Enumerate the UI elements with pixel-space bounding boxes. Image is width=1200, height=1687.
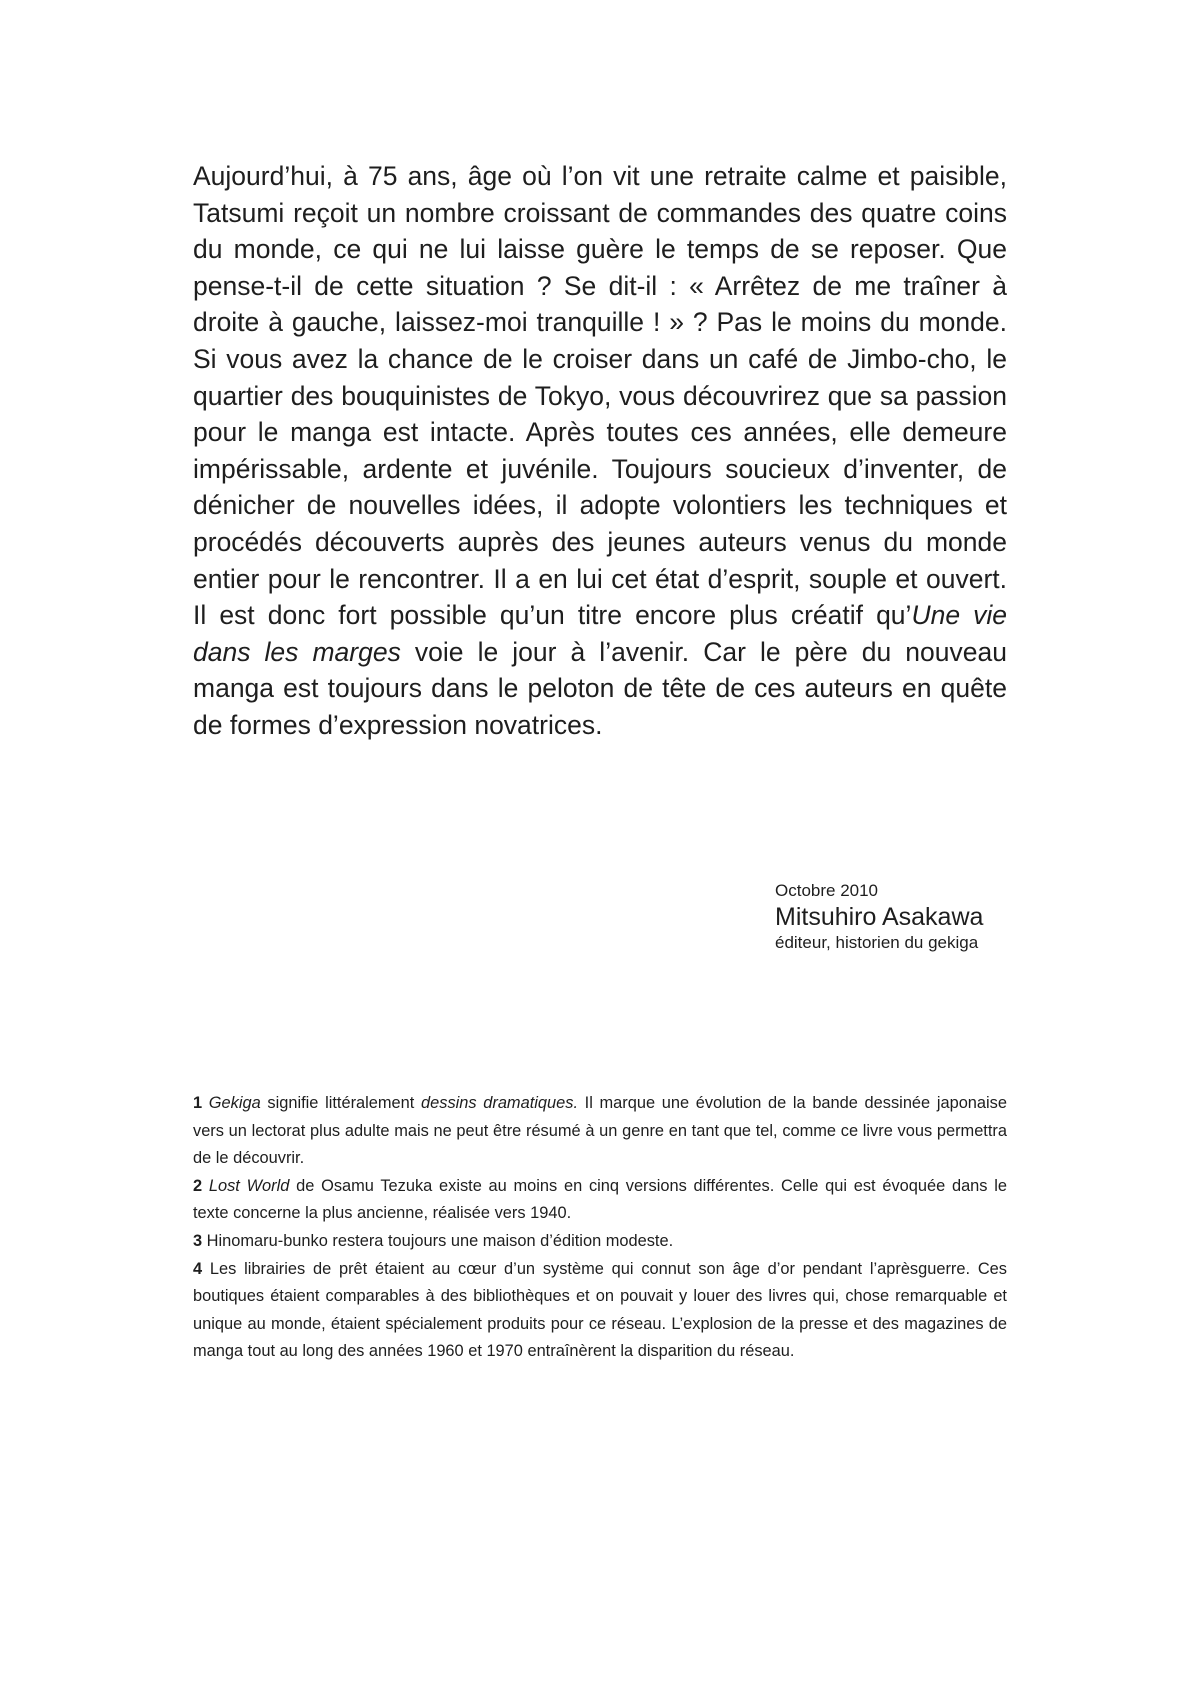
footnote-text: signifie littéralement bbox=[260, 1094, 422, 1112]
footnote-3 bbox=[193, 1228, 1007, 1256]
footnote-text: Les librairies de prêt étaient au cœur d’un système qui connut son âge d’or pendant l’aprèsguerre. Ces boutiques étaient comparables à des bibliothèques et on pouvait y louer des livres qui, chose remarquable et unique au monde, étaient spécialement produits pour ce réseau. L’explosion de la presse et des magazines de manga tout au long des années 1960 et 1970 entraînèrent la disparition du réseau. bbox=[193, 1259, 1007, 1361]
footnote-term: Lost World bbox=[208, 1176, 290, 1195]
book-title: Une vie dans les marges bbox=[193, 600, 1007, 667]
footnote-number: 1 bbox=[193, 1094, 203, 1112]
main-paragraph bbox=[193, 158, 1007, 744]
footnote-4 bbox=[193, 1256, 1007, 1366]
footnote-1 bbox=[193, 1090, 1007, 1173]
main-text-part-2: voie le jour à l’avenir. Car le père du nouveau manga est toujours dans le peloton de tête de ces auteurs en quête de formes d’expression novatrices. bbox=[193, 636, 1007, 740]
signature-date: Octobre 2010 bbox=[775, 881, 879, 900]
main-text-part-1: Aujourd’hui, à 75 ans, âge où l’on vit une retraite calme et paisible, Tatsumi reçoit un nombre croissant de commandes des quatre coins du monde, ce qui ne lui laisse guère le temps de se reposer. Que pense-t-il de cette situation ? Se dit-il : « Arrêtez de me traîner à droite à gauche, laissez-moi tranquille ! » ? Pas le moins du monde. Si vous avez la chance de le croiser dans un café de Jimbo-cho, le quartier des bouquinistes de Tokyo, vous découvrirez que sa passion pour le manga est intacte. Après toutes ces années, elle demeure impérissable, ardente et juvénile. Toujours soucieux d’inventer, de dénicher de nouvelles idées, il adopte volontiers les techniques et procédés découverts auprès des jeunes auteurs venus du monde entier pour le rencontrer. Il a en lui cet état d’esprit, souple et ouvert. Il est donc fort possible qu’un titre encore plus créatif qu’ bbox=[193, 161, 1007, 631]
signature-name: Mitsuhiro Asakawa bbox=[775, 903, 984, 931]
footnote-text: Il marque une évolution de la bande dessinée japonaise vers un lectorat plus adulte mais ne peut être résumé à un genre en tant que tel, comme ce livre vous permettra de le découvrir. bbox=[193, 1094, 1007, 1168]
footnote-2 bbox=[193, 1173, 1007, 1228]
footnotes bbox=[193, 1090, 1007, 1366]
signature-role: éditeur, historien du gekiga bbox=[775, 933, 979, 952]
footnote-text: Hinomaru-bunko restera toujours une maison d’édition modeste. bbox=[202, 1231, 674, 1250]
signature-block bbox=[775, 880, 1075, 954]
footnote-text: de Osamu Tezuka existe au moins en cinq versions différentes. Celle qui est évoquée dans le texte concerne la plus ancienne, réalisée vers 1940. bbox=[193, 1176, 1007, 1223]
footnote-number: 2 bbox=[193, 1176, 203, 1195]
footnote-term: Gekiga bbox=[208, 1094, 261, 1112]
footnote-number: 4 bbox=[193, 1259, 203, 1278]
footnote-number: 3 bbox=[193, 1231, 203, 1250]
footnote-term: dessins dramatiques. bbox=[421, 1094, 578, 1112]
